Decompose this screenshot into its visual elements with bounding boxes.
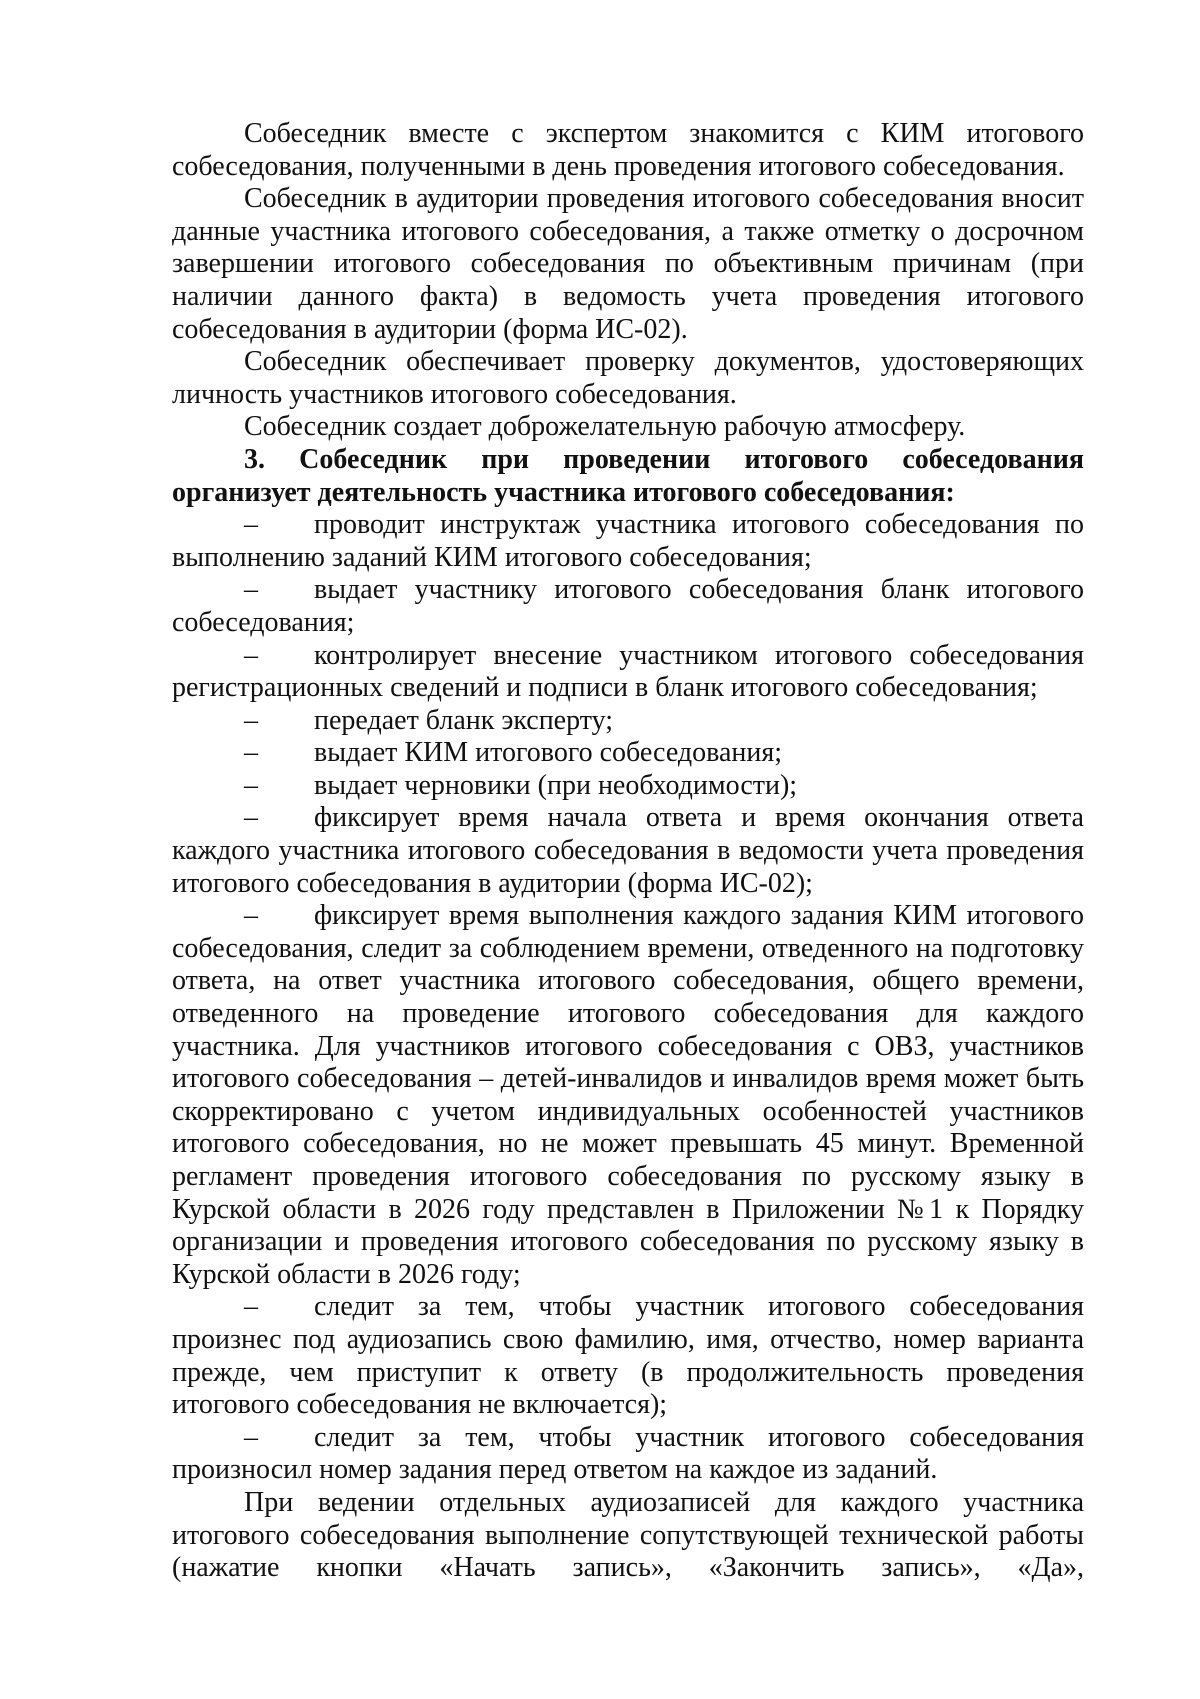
list-item-text: следит за тем, чтобы участник итогового собеседования произносил номер задания перед ответом на каждое из заданий. — [172, 1421, 1084, 1486]
list-item — [172, 802, 1084, 900]
list-item — [172, 1422, 1084, 1487]
list-item-text: передает бланк эксперту; — [314, 704, 614, 736]
list-item-text: выдает КИМ итогового собеседования; — [314, 737, 783, 769]
dash-bullet: – — [244, 1421, 258, 1453]
paragraph-2: Собеседник в аудитории проведения итогового собеседования вносит данные участника итогового собеседования, а также отметку о досрочном завершении итогового собеседования по объективным причинам (при наличии данного факта) в ведомость учета проведения итогового собеседования в аудитории (форма ИС-02). — [172, 183, 1084, 345]
list-item — [172, 1291, 1084, 1421]
dash-bullet: – — [244, 769, 258, 801]
list-item-text: фиксирует время выполнения каждого задания КИМ итогового собеседования, следит за соблюдением времени, отведенного на подготовку ответа, на ответ участника итогового собеседования, общего времени, отведенного на проведение итогового собеседования для каждого участника. Для участников итогового собеседования с ОВЗ, участников итогового собеседования – детей-инвалидов и инвалидов время может быть скорректировано с учетом индивидуальных особенностей участников итогового собеседования, но не может превышать 45 минут. Временной регламент проведения итогового собеседования по русскому языку в Курской области в 2026 году представлен в Приложении №1 к Порядку организации и проведения итогового собеседования по русскому языку в Курской области в 2026 году; — [172, 900, 1084, 1290]
list-item-text: выдает черновики (при необходимости); — [314, 769, 798, 801]
list-item — [172, 737, 1084, 770]
list-item-text: выдает участнику итогового собеседования бланк итогового собеседования; — [172, 574, 1084, 638]
list-item-text: контролирует внесение участником итогового собеседования регистрационных сведений и подписи в бланк итогового собеседования; — [172, 639, 1084, 704]
section-heading-3: 3. Собеседник при проведении итогового собеседования организует деятельность участника итогового собеседования: — [172, 443, 1084, 508]
list-item — [172, 640, 1084, 705]
dash-bullet: – — [244, 509, 258, 541]
list-item — [172, 770, 1084, 803]
list-item-text: следит за тем, чтобы участник итогового собеседования произнес под аудиозапись свою фамилию, имя, отчество, номер варианта прежде, чем приступит к ответу (в продолжительность проведения итогового собеседования не включается); — [172, 1291, 1084, 1421]
dash-bullet: – — [244, 802, 258, 834]
dash-bullet: – — [244, 737, 258, 769]
dash-bullet: – — [244, 574, 258, 606]
list-item-text: фиксирует время начала ответа и время окончания ответа каждого участника итогового собеседования в ведомости учета проведения итогового собеседования в аудитории (форма ИС-02); — [172, 802, 1084, 899]
paragraph-3: Собеседник обеспечивает проверку документов, удостоверяющих личность участников итогового собеседования. — [172, 346, 1084, 410]
dash-bullet: – — [244, 1291, 258, 1323]
list-item — [172, 900, 1084, 1291]
dash-bullet: – — [244, 704, 258, 736]
list-item — [172, 574, 1084, 639]
document-body — [172, 118, 1084, 1585]
dash-bullet: – — [244, 900, 258, 932]
dash-bullet: – — [244, 639, 258, 671]
paragraph-4: Собеседник создает доброжелательную рабочую атмосферу. — [244, 411, 966, 443]
paragraph-final: При ведении отдельных аудиозаписей для каждого участника итогового собеседования выполнение сопутствующей технической работы (нажатие кнопки «Начать запись», «Закончить запись», «Да», — [172, 1486, 1084, 1584]
list-item — [172, 705, 1084, 738]
paragraph-1: Собеседник вместе с экспертом знакомится с КИМ итогового собеседования, полученными в день проведения итогового собеседования. — [172, 118, 1084, 182]
list-item-text: проводит инструктаж участника итогового собеседования по выполнению заданий КИМ итогового собеседования; — [172, 509, 1084, 573]
list-item — [172, 509, 1084, 574]
